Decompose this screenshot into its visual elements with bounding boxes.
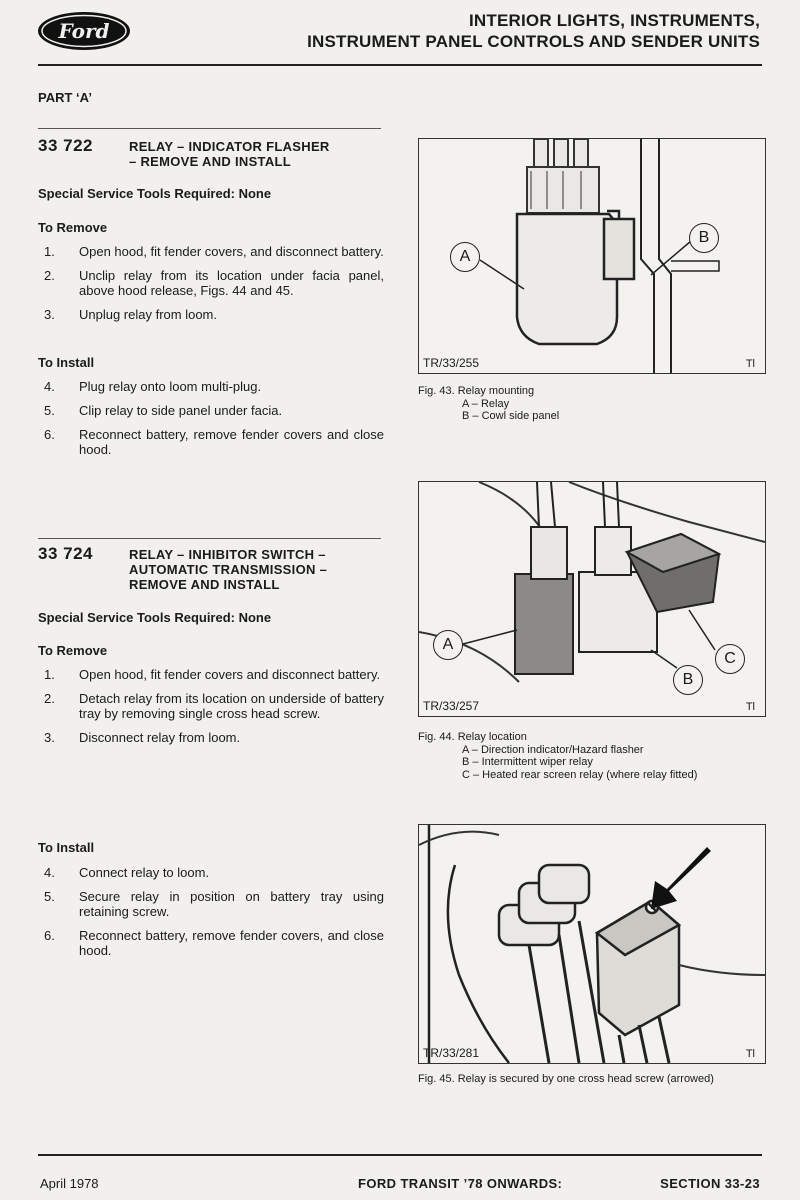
step-text: Unclip relay from its location under facia panel, above hood release, Figs. 44 and 45. <box>79 268 384 298</box>
list-item <box>44 889 384 919</box>
list-item <box>44 403 384 418</box>
relay-a-illustration <box>515 482 573 674</box>
figure-reference: TR/33/255 <box>423 356 480 370</box>
step-number: 5. <box>44 403 55 418</box>
cowl-panel-illustration <box>641 139 719 373</box>
section-title-line: RELAY – INHIBITOR SWITCH – <box>129 547 326 562</box>
list-item <box>44 730 384 745</box>
step-number: 2. <box>44 691 55 706</box>
step-text: Plug relay onto loom multi-plug. <box>79 379 262 394</box>
section-divider <box>38 128 381 129</box>
page-header-title <box>200 10 760 52</box>
step-text: Secure relay in position on battery tray using retaining screw. <box>79 889 384 919</box>
install-steps-list <box>44 379 384 466</box>
figure-45-relay-screw <box>418 824 766 1064</box>
step-number: 3. <box>44 307 55 322</box>
step-number: 4. <box>44 379 55 394</box>
figure-44-caption <box>418 731 778 781</box>
caption-title: Fig. 44. Relay location <box>418 731 527 743</box>
section-title-line: RELAY – INDICATOR FLASHER <box>129 139 330 154</box>
step-text: Detach relay from its location on underside of battery tray by removing single cross head screw. <box>79 691 384 721</box>
list-item <box>44 244 384 259</box>
remove-heading: To Remove <box>38 643 108 658</box>
relay-illustration <box>597 901 679 1063</box>
ford-logo <box>36 10 132 52</box>
step-text: Disconnect relay from loom. <box>79 730 241 745</box>
step-number: 3. <box>44 730 55 745</box>
section-number: 33 722 <box>38 136 93 155</box>
screw-arrow-illustration <box>651 847 711 909</box>
step-number: 6. <box>44 928 55 943</box>
figure-reference: TR/33/257 <box>423 699 480 713</box>
caption-item: C – Heated rear screen relay (where relay fitted) <box>462 768 698 781</box>
step-text: Open hood, fit fender covers, and disconnect battery. <box>79 244 384 259</box>
remove-steps-list <box>44 244 384 331</box>
step-number: 6. <box>44 427 55 442</box>
figure-44-relay-location <box>418 481 766 717</box>
step-number: 5. <box>44 889 55 904</box>
logo-text: Ford <box>58 19 110 43</box>
section-title-line: – REMOVE AND INSTALL <box>129 154 292 169</box>
step-text: Connect relay to loom. <box>79 865 210 880</box>
figure-45-caption <box>418 1073 778 1086</box>
list-item <box>44 691 384 721</box>
section-title <box>129 139 389 169</box>
step-number: 1. <box>44 244 55 259</box>
special-tools-line: Special Service Tools Required: None <box>38 610 272 625</box>
list-item <box>44 307 384 322</box>
wire-bundle-illustration <box>527 139 599 213</box>
footer-book-title: FORD TRANSIT ’78 ONWARDS: <box>358 1176 563 1191</box>
caption-title: Fig. 45. Relay is secured by one cross head screw (arrowed) <box>418 1073 714 1085</box>
step-text: Reconnect battery, remove fender covers and close hood. <box>79 427 384 457</box>
special-tools-line: Special Service Tools Required: None <box>38 186 272 201</box>
list-item <box>44 268 384 298</box>
step-text: Clip relay to side panel under facia. <box>79 403 283 418</box>
part-label: PART ‘A’ <box>38 90 92 105</box>
list-item <box>44 379 384 394</box>
step-text: Unplug relay from loom. <box>79 307 217 322</box>
figure-43-caption <box>418 385 778 423</box>
caption-title: Fig. 43. Relay mounting <box>418 385 535 397</box>
remove-steps-list <box>44 667 384 754</box>
header-title-line2: INSTRUMENT PANEL CONTROLS AND SENDER UNITS <box>307 32 760 51</box>
caption-item: A – Relay <box>462 397 510 410</box>
section-divider <box>38 538 381 539</box>
list-item <box>44 928 384 958</box>
callout-a: A <box>450 242 480 272</box>
section-title-line: AUTOMATIC TRANSMISSION – <box>129 562 328 577</box>
header-title-line1: INTERIOR LIGHTS, INSTRUMENTS, <box>468 11 760 30</box>
install-steps-list <box>44 865 384 967</box>
callout-b: B <box>673 665 703 695</box>
footer-section-page: SECTION 33-23 <box>660 1176 760 1191</box>
section-number: 33 724 <box>38 544 93 563</box>
section-title-line: REMOVE AND INSTALL <box>129 577 280 592</box>
relay-illustration <box>517 211 634 344</box>
caption-item: B – Intermittent wiper relay <box>462 756 593 768</box>
figure-mark: Tl <box>745 1048 755 1060</box>
connector-plugs-illustration <box>429 825 604 1063</box>
list-item <box>44 427 384 457</box>
list-item <box>44 667 384 682</box>
figure-43-relay-mounting <box>418 138 766 374</box>
figure-mark: Tl <box>745 358 755 370</box>
bodywork-illustration <box>419 832 765 975</box>
footer-date: April 1978 <box>40 1176 99 1191</box>
callout-c: C <box>715 644 745 674</box>
caption-item: B – Cowl side panel <box>462 410 560 422</box>
step-text: Open hood, fit fender covers and disconnect battery. <box>79 667 381 682</box>
figure-reference: TR/33/281 <box>423 1046 480 1060</box>
step-number: 4. <box>44 865 55 880</box>
step-number: 2. <box>44 268 55 283</box>
footer-rule <box>38 1154 762 1156</box>
figure-mark: Tl <box>745 701 755 713</box>
header-rule <box>38 64 762 66</box>
step-text: Reconnect battery, remove fender covers, and close hood. <box>79 928 384 958</box>
list-item <box>44 865 384 880</box>
remove-heading: To Remove <box>38 220 108 235</box>
callout-a: A <box>433 630 463 660</box>
install-heading: To Install <box>38 355 95 370</box>
section-title <box>129 547 389 592</box>
step-number: 1. <box>44 667 55 682</box>
install-heading: To Install <box>38 840 95 855</box>
callout-b: B <box>689 223 719 253</box>
caption-item: A – Direction indicator/Hazard flasher <box>462 743 644 756</box>
